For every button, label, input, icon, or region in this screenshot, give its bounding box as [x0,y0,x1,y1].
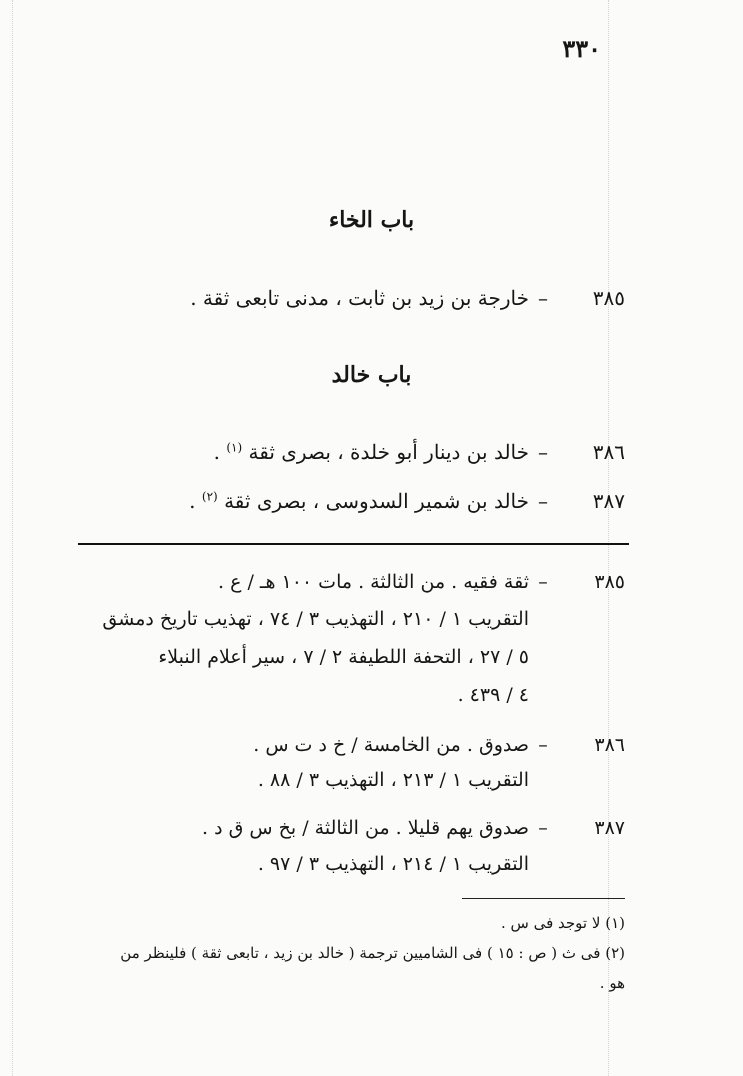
chapter-heading-kha: باب الخاء [328,207,415,233]
footnote-text: صدوق . من الخامسة / خ د ت س . [253,734,529,756]
footnote-385-line-3: ٥ / ٢٧ ، التحفة اللطيفة ٢ / ٧ ، سير أعلام النبلاء [158,646,529,668]
footnote-386-line-1 [253,734,625,756]
entry-text: خالد بن دينار أبو خلدة ، بصرى ثقة [248,440,529,464]
footnote-dash: – [538,734,548,756]
footnote-dash: – [538,817,548,839]
entry-dash: – [538,489,548,513]
entry-dash: – [538,286,548,310]
footnote-number: ٣٨٥ [594,571,625,593]
footnote-ref: (٢) [201,489,218,504]
footnote-386-line-2: التقريب ١ / ٢١٣ ، التهذيب ٣ / ٨٨ . [257,769,529,791]
page-number: ٣٣٠ [562,34,601,63]
entry-dash: – [538,440,548,464]
footnote-385-line-4: ٤ / ٤٣٩ . [457,684,529,706]
footnote-385-line-2: التقريب ١ / ٢١٠ ، التهذيب ٣ / ٧٤ ، تهذيب تاريخ دمشق [102,608,529,630]
footnote-387-line-2: التقريب ١ / ٢١٤ ، التهذيب ٣ / ٩٧ . [257,853,529,875]
footnote-387-line-1 [202,817,625,839]
entry-385 [190,286,625,310]
entry-text: خارجة بن زيد بن ثابت ، مدنى تابعى ثقة . [190,286,529,310]
chapter-heading-khalid: باب خالد [331,362,412,388]
footnote-text: ثقة فقيه . من الثالثة . مات ١٠٠ هـ / ع . [217,571,529,593]
footnote-dash: – [538,571,548,593]
footnote-385-line-1 [218,571,625,593]
note-number: (٢) [605,944,625,962]
note-1 [501,914,625,932]
footnote-ref: (١) [226,440,243,455]
entry-end: . [189,489,196,513]
entry-end: . [213,440,220,464]
entry-number: ٣٨٥ [592,286,625,310]
entry-number: ٣٨٦ [592,440,625,464]
entry-number: ٣٨٧ [592,489,625,513]
footnote-number: ٣٨٦ [594,734,625,756]
footnote-number: ٣٨٧ [594,817,625,839]
bleed-through-line [12,0,13,1076]
note-2 [120,944,625,962]
footnote-separator [78,543,629,545]
note-2-continuation: هو . [599,974,625,992]
footnote-text: صدوق يهم قليلا . من الثالثة / بخ س ق د . [202,817,529,839]
entry-387 [189,489,625,513]
note-text: فى ث ( ص : ١٥ ) فى الشاميين ترجمة ( خالد بن زيد ، تابعى ثقة ) فلينظر من [120,944,601,962]
note-text: لا توجد فى س . [500,914,601,932]
notes-separator [462,898,625,899]
entry-text: خالد بن شمير السدوسى ، بصرى ثقة [224,489,529,513]
note-number: (١) [605,914,625,932]
entry-386 [214,440,625,464]
